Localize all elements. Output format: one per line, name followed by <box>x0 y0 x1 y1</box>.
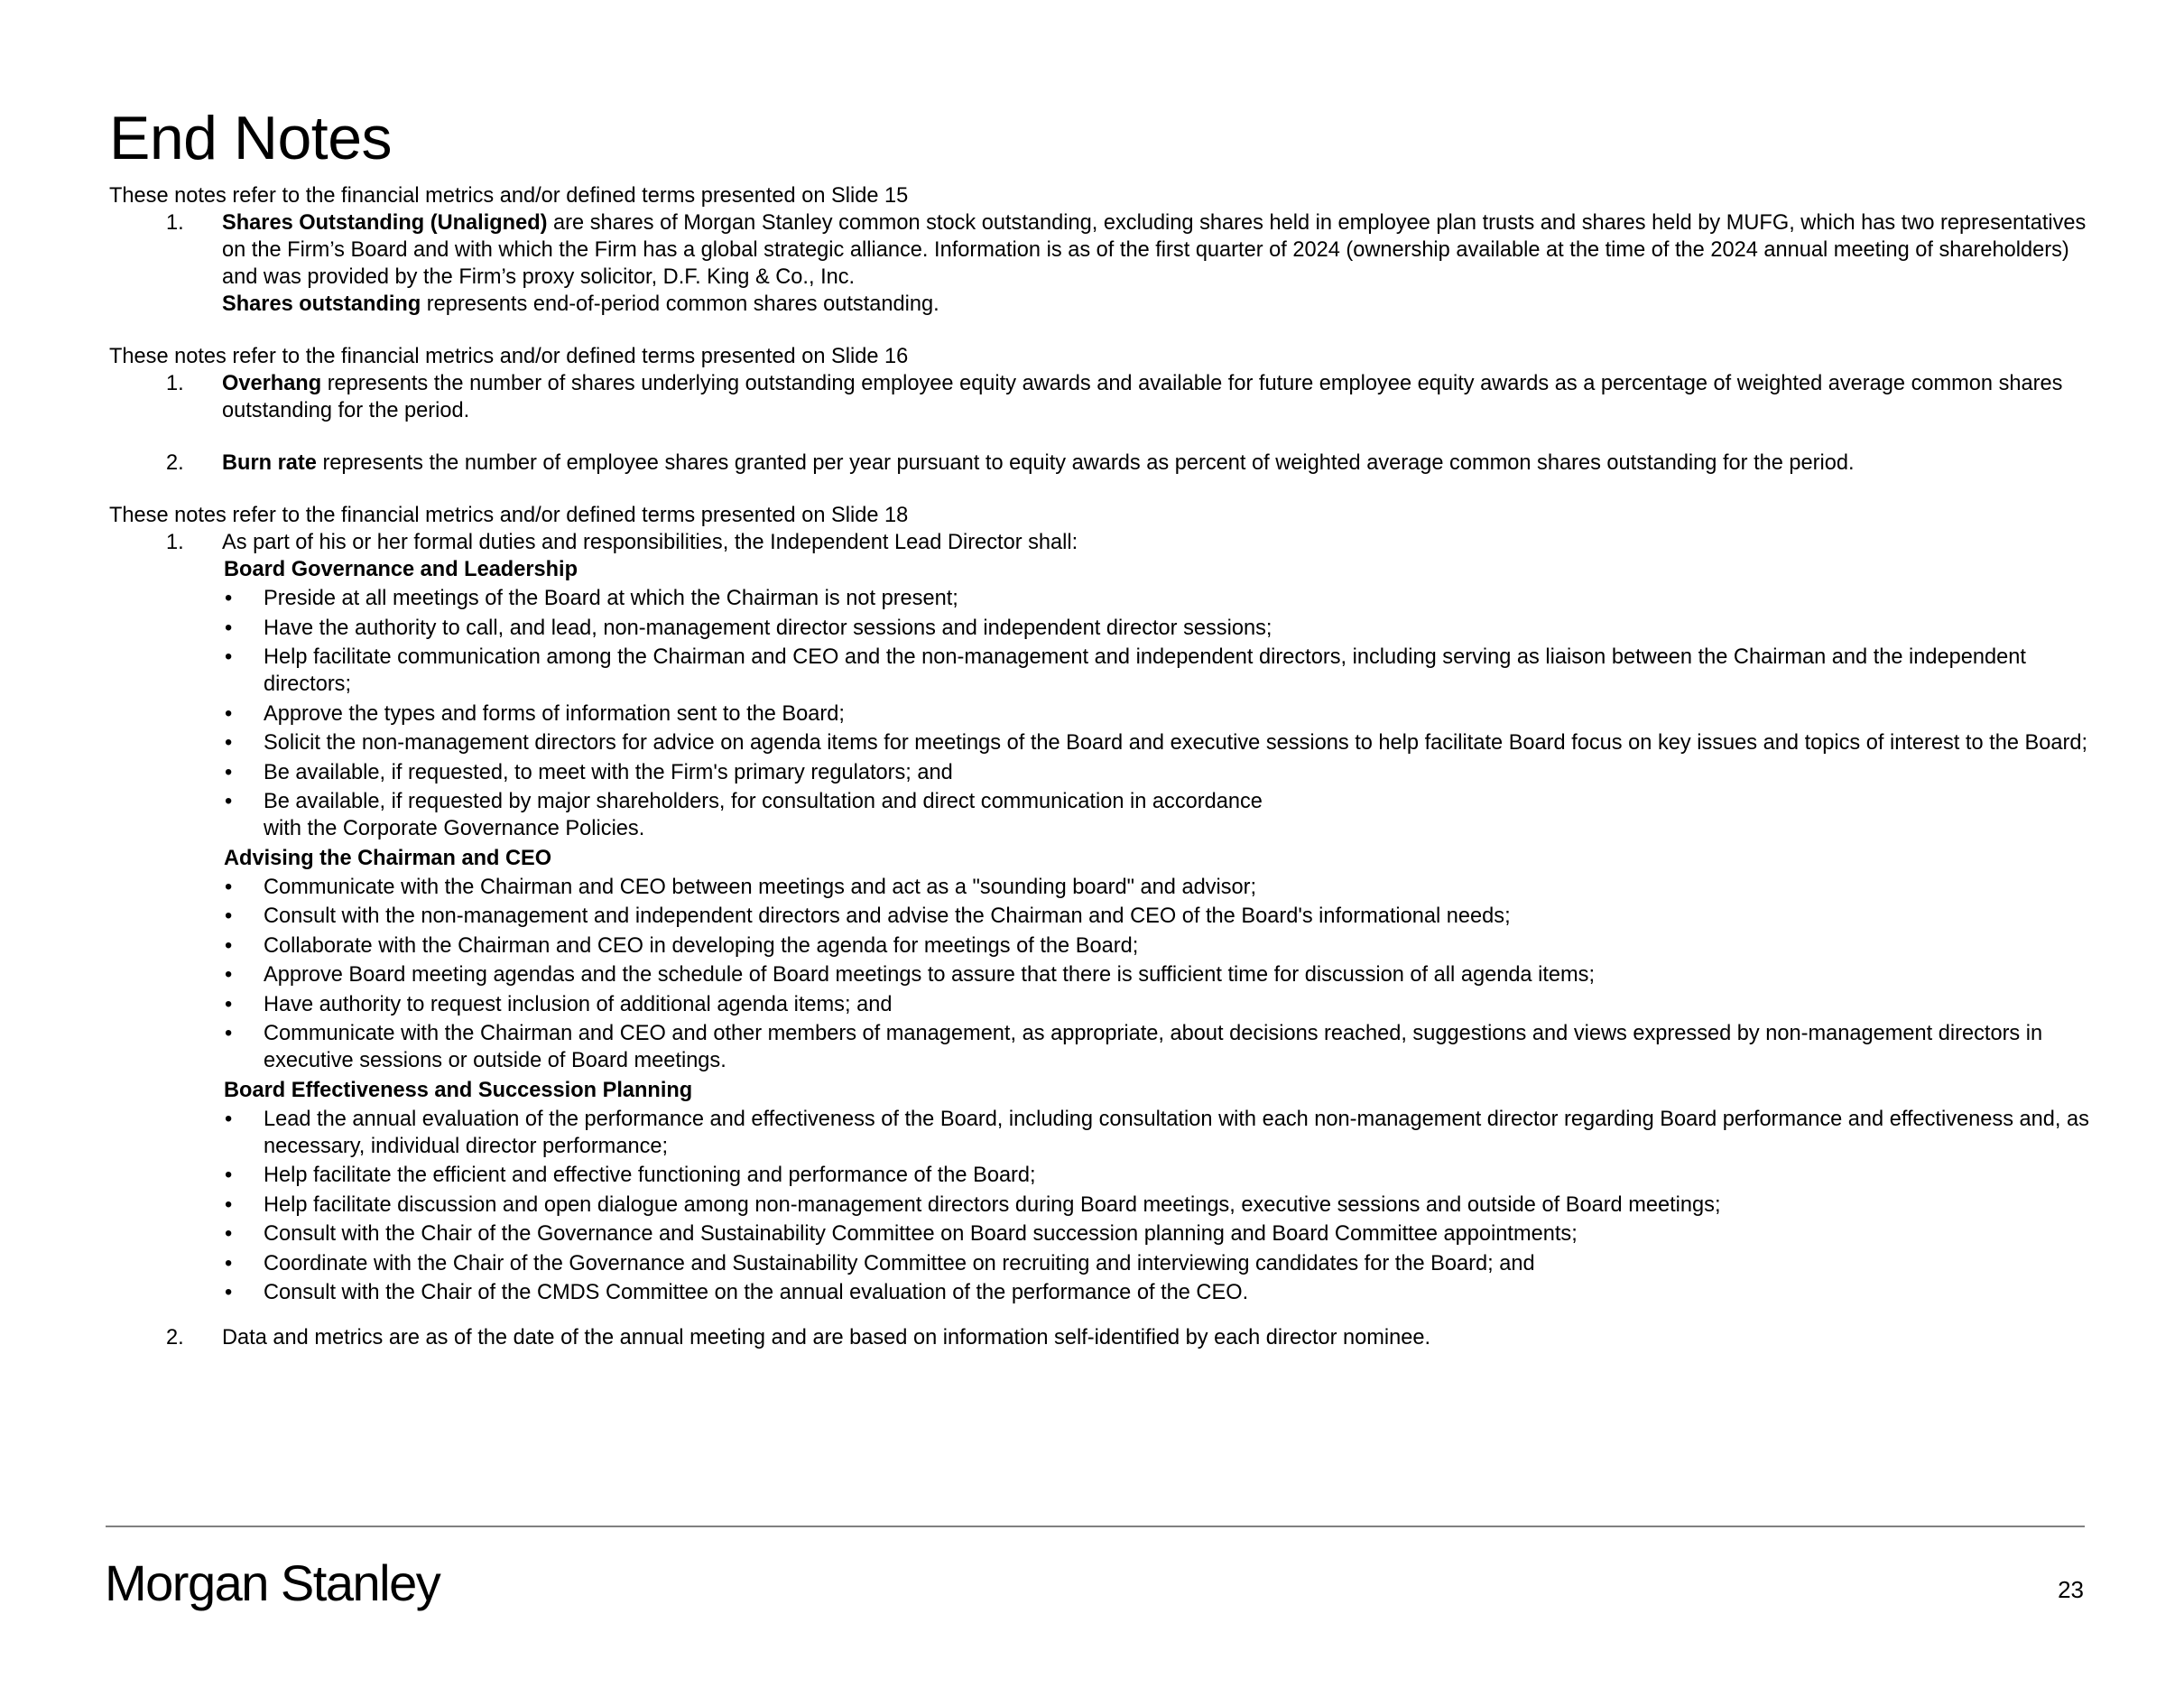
list-item: • Communicate with the Chairman and CEO and other members of management, as appropriate, about decisions reached, suggestions and views expressed by non-management directors in executive sessions or outside of Board meetings. <box>225 1022 2043 1072</box>
list-item: • Approve the types and forms of information sent to the Board; <box>225 701 845 726</box>
bullet-icon: • <box>225 992 233 1016</box>
notes-section-slide-15 <box>109 182 2095 318</box>
defined-term: Overhang <box>222 372 322 395</box>
bullet-icon: • <box>225 731 233 755</box>
section-intro: These notes refer to the financial metrics and/or defined terms presented on Slide 18 <box>109 504 909 527</box>
note-item <box>109 1324 2095 1351</box>
bullet-icon: • <box>225 790 233 813</box>
list-item: • Help facilitate discussion and open dialogue among non-management directors during Board meetings, executive sessions and outside of Board meetings; <box>225 1192 1721 1217</box>
list-item: • Lead the annual evaluation of the performance and effectiveness of the Board, including consultation with each non-management director regarding Board performance and effectiveness and, as necessary, individual director performance; <box>225 1107 2089 1158</box>
end-notes-content <box>109 182 2095 1377</box>
bullet-icon: • <box>225 904 233 928</box>
list-item: • Be available, if requested, to meet with the Firm's primary regulators; and <box>225 760 953 784</box>
bullet-icon: • <box>225 1192 233 1217</box>
bullet-icon: • <box>225 616 233 640</box>
list-item: • Help facilitate the efficient and effective functioning and performance of the Board; <box>225 1164 1036 1187</box>
list-item: • Approve Board meeting agendas and the schedule of Board meetings to assure that there is sufficient time for discussion of all agenda items; <box>225 963 1596 987</box>
list-item: • Collaborate with the Chairman and CEO in developing the agenda for meetings of the Board; <box>225 933 1139 958</box>
note-text <box>222 370 2095 424</box>
list-item: • Have authority to request inclusion of additional agenda items; and <box>225 992 893 1016</box>
bullet-icon: • <box>225 1107 233 1131</box>
note-number: 1. <box>166 211 184 235</box>
note-item <box>109 450 2095 477</box>
note-text: Data and metrics are as of the date of the annual meeting and are based on information self-identified by each director nominee. <box>222 1326 1431 1349</box>
note-text <box>222 291 2095 318</box>
notes-section-slide-18 <box>109 502 2095 1351</box>
note-text <box>222 209 2095 291</box>
defined-term: Burn rate <box>222 451 317 475</box>
note-item <box>109 209 2095 318</box>
morgan-stanley-logo: Morgan Stanley <box>105 1554 440 1611</box>
definition-text: represents end-of-period common shares outstanding. <box>421 292 939 316</box>
page-number: 23 <box>2058 1576 2084 1603</box>
group-heading: Advising the Chairman and CEO <box>224 846 552 870</box>
note-number: 1. <box>166 372 184 395</box>
bullet-icon: • <box>225 760 233 784</box>
bullet-icon: • <box>225 875 233 899</box>
bullet-list <box>222 585 2095 842</box>
definition-text: are shares of Morgan Stanley common stock outstanding, excluding shares held in employee plan trusts and shares held by MUFG, which has two representatives on the Firm’s Board and with which the Firm has a global strategic alliance. Information is as of the first quarter of 2024 (ownership available at the time of the 2024 annual meeting of shareholders) and was provided by the Firm’s proxy solicitor, D.F. King & Co., Inc. <box>222 211 2087 289</box>
note-text: As part of his or her formal duties and responsibilities, the Independent Lead Director shall: <box>222 531 1078 554</box>
list-item: • Have the authority to call, and lead, non-management director sessions and independent director sessions; <box>225 616 1272 640</box>
list-item: • Consult with the Chair of the Governance and Sustainability Committee on Board succession planning and Board Committee appointments; <box>225 1222 1578 1246</box>
note-item <box>109 529 2095 1306</box>
bullet-icon: • <box>225 645 233 669</box>
group-heading: Board Effectiveness and Succession Planning <box>224 1078 693 1102</box>
list-item: • Consult with the Chair of the CMDS Committee on the annual evaluation of the performance of the CEO. <box>225 1281 1249 1304</box>
bullet-icon: • <box>225 1222 233 1246</box>
bullet-icon: • <box>225 963 233 987</box>
bullet-icon: • <box>225 933 233 958</box>
definition-text: represents the number of shares underlying outstanding employee equity awards and available for future employee equity awards as a percentage of weighted average common shares outstanding for the period. <box>222 372 2063 422</box>
page-title: End Notes <box>109 104 393 172</box>
defined-term: Shares Outstanding (Unaligned) <box>222 211 548 235</box>
bullet-list <box>222 1106 2095 1307</box>
note-number: 1. <box>166 531 184 554</box>
section-intro: These notes refer to the financial metrics and/or defined terms presented on Slide 15 <box>109 184 909 208</box>
section-intro: These notes refer to the financial metrics and/or defined terms presented on Slide 16 <box>109 345 909 368</box>
note-item <box>109 370 2095 424</box>
notes-section-slide-16 <box>109 343 2095 477</box>
group-heading: Board Governance and Leadership <box>224 558 578 581</box>
bullet-icon: • <box>225 1281 233 1304</box>
note-number: 2. <box>166 451 184 475</box>
bullet-list <box>222 874 2095 1075</box>
note-number: 2. <box>166 1326 184 1349</box>
list-item: • Help facilitate communication among the Chairman and CEO and the non-management and independent directors, including serving as liaison between the Chairman and the independent directors; <box>225 645 2026 696</box>
bullet-icon: • <box>225 1164 233 1187</box>
list-item: • Coordinate with the Chair of the Governance and Sustainability Committee on recruiting and interviewing candidates for the Board; and <box>225 1251 1535 1275</box>
list-item: • Consult with the non-management and independent directors and advise the Chairman and CEO of the Board's informational needs; <box>225 904 1511 928</box>
bullet-icon: • <box>225 1022 233 1045</box>
list-item: • Be available, if requested by major shareholders, for consultation and direct communication in accordance with the Corporate Governance Policies. <box>225 790 1263 840</box>
list-item: • Solicit the non-management directors for advice on agenda items for meetings of the Board and executive sessions to help facilitate Board focus on key issues and topics of interest to the Board; <box>225 731 2088 755</box>
list-item: • Communicate with the Chairman and CEO between meetings and act as a "sounding board" and advisor; <box>225 875 1257 899</box>
bullet-icon: • <box>225 1251 233 1275</box>
list-item: • Preside at all meetings of the Board at which the Chairman is not present; <box>225 587 958 610</box>
bullet-icon: • <box>225 701 233 726</box>
bullet-icon: • <box>225 587 233 610</box>
note-text <box>222 450 2095 477</box>
defined-term: Shares outstanding <box>222 292 421 316</box>
definition-text: represents the number of employee shares granted per year pursuant to equity awards as percent of weighted average common shares outstanding for the period. <box>316 451 1855 475</box>
footer-divider <box>106 1526 2085 1527</box>
